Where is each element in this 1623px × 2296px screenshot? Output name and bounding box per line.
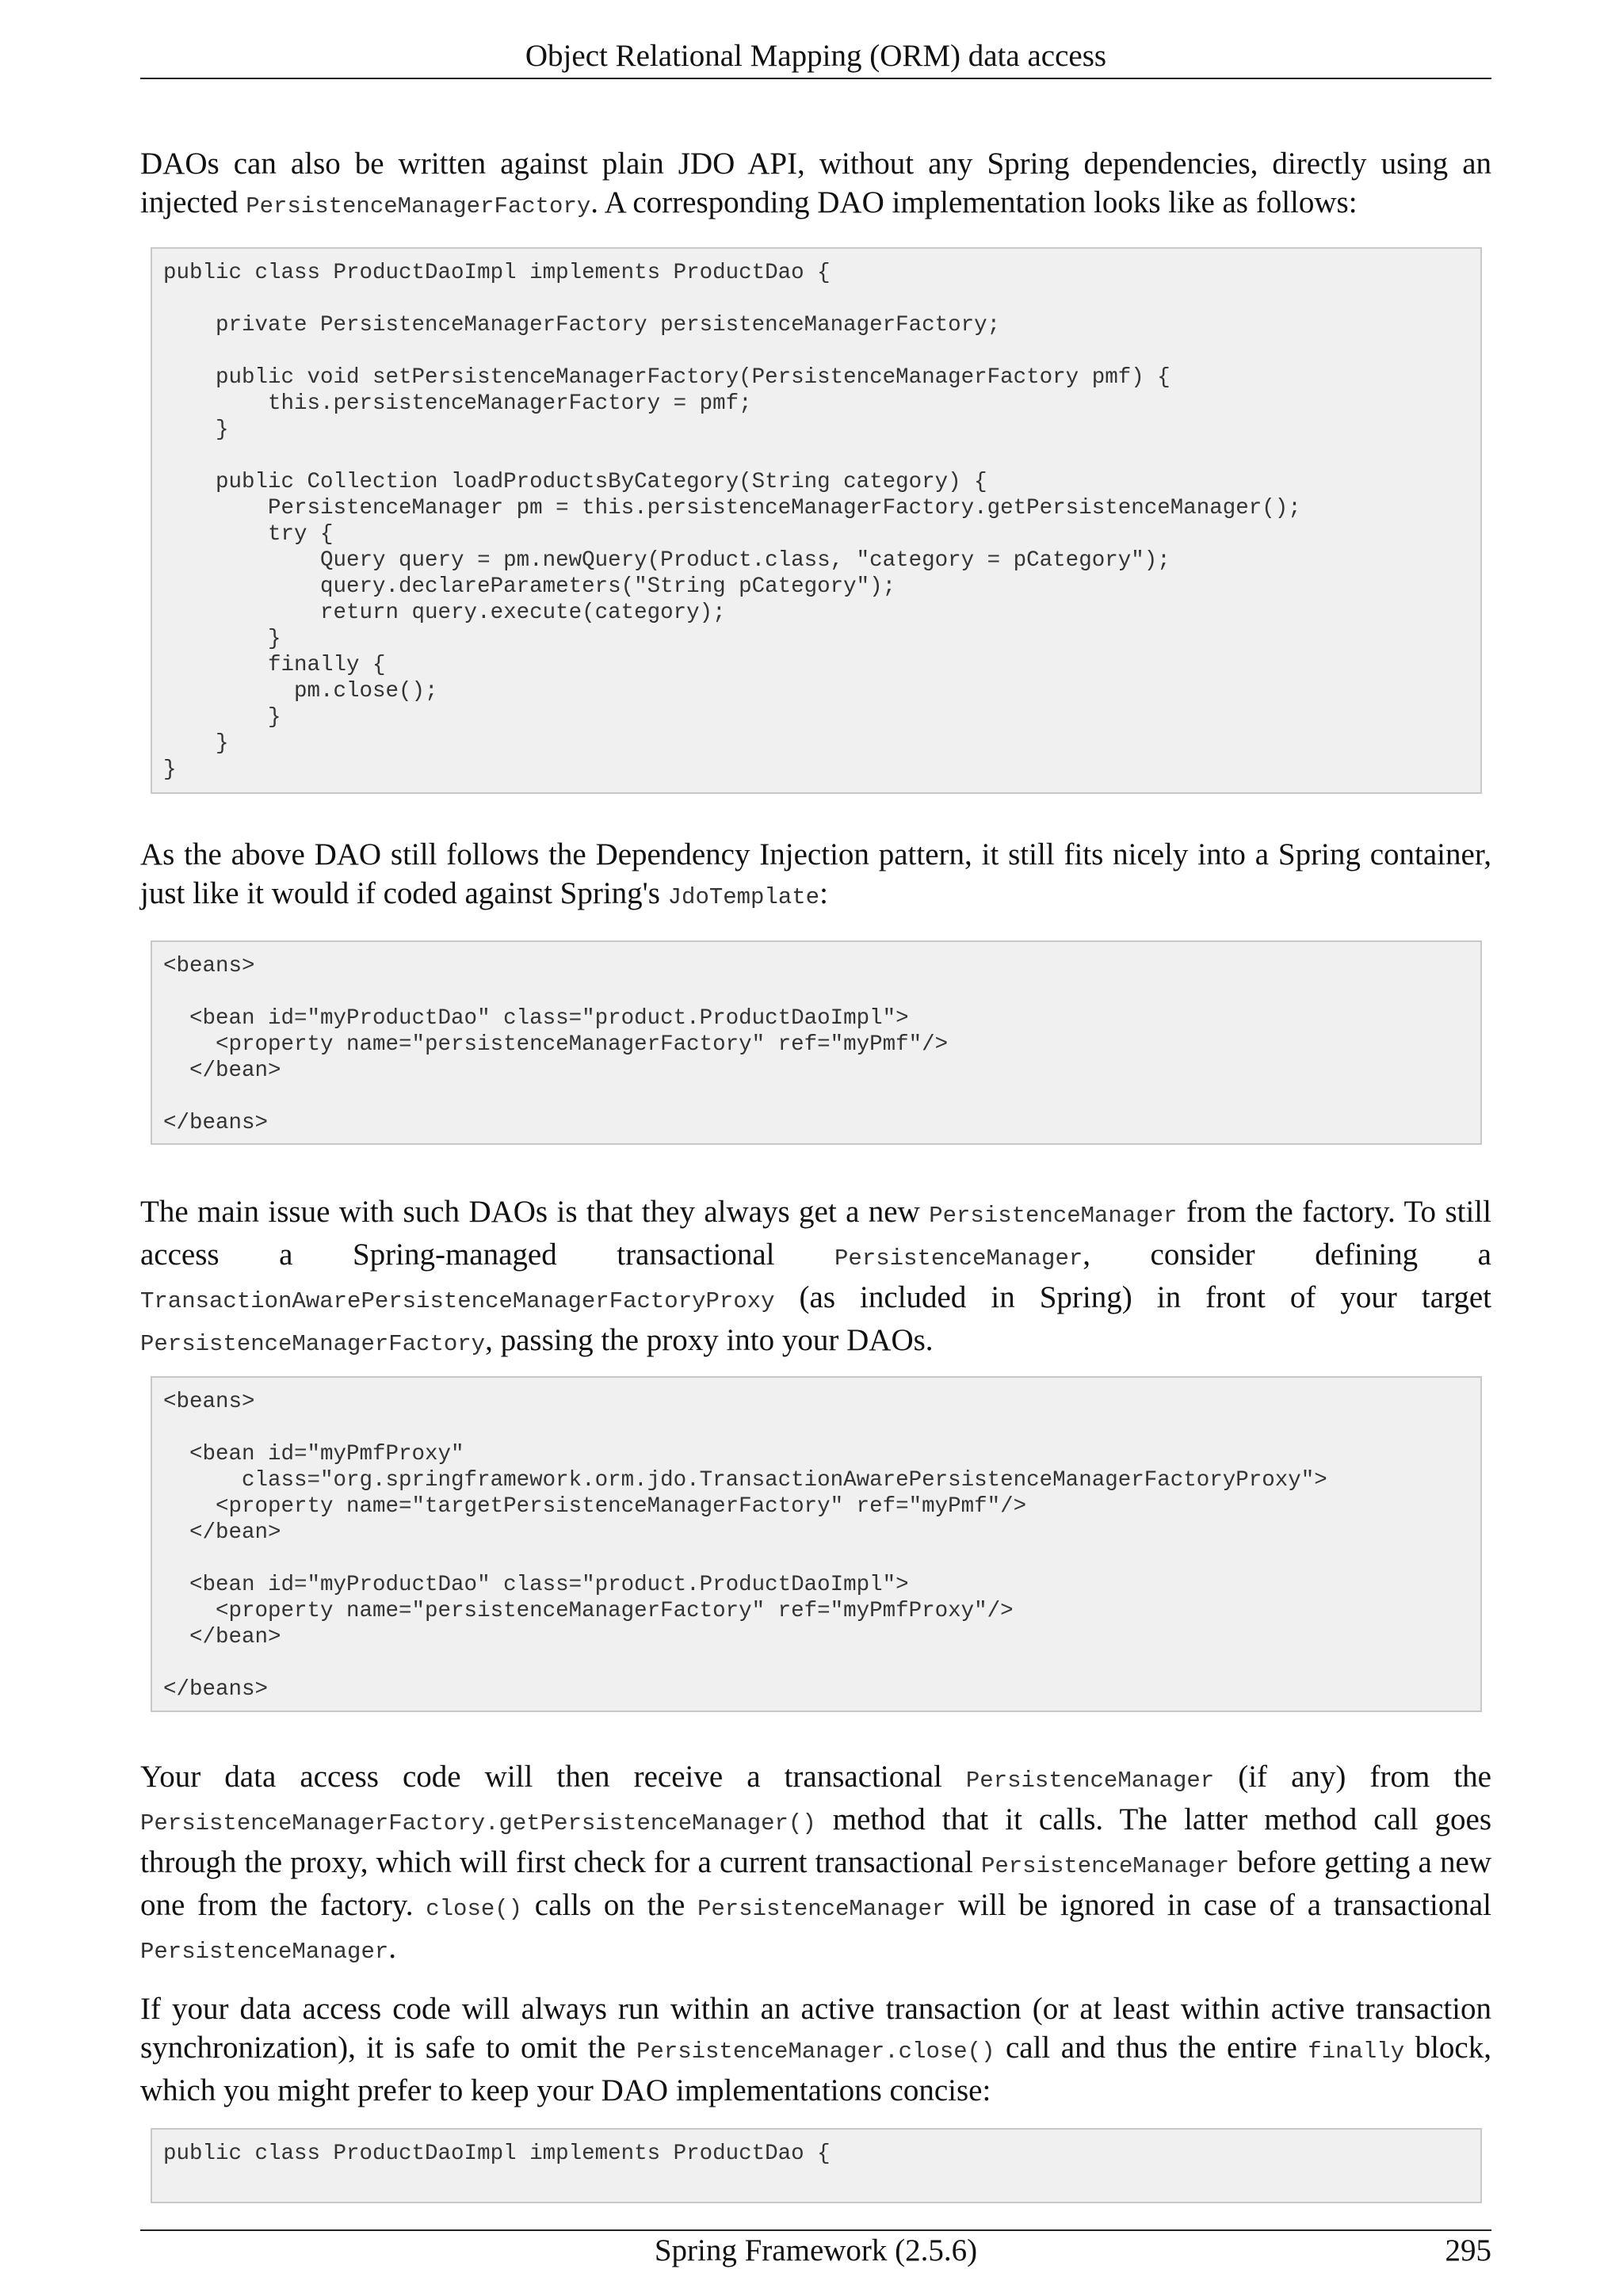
paragraph-transactional-pm: Your data access code will then receive a transactional PersistenceManager (if any) from the PersistenceManagerFactory.getPersistenceManager() method that it calls. The latter method call goes through the proxy, which will first check for a current transactional PersistenceManager before getting a new one from the factory. close() calls on the PersistenceManager will be ignored in case of a transactional PersistenceManager. — [140, 1760, 1491, 1965]
inline-code: PersistenceManagerFactory — [246, 193, 591, 219]
inline-code: PersistenceManager — [834, 1245, 1083, 1272]
code-block-dao-impl — [151, 247, 1482, 794]
running-footer — [140, 2229, 1491, 2271]
code-block-proxy-config — [151, 1376, 1482, 1712]
inline-code: close() — [426, 1896, 523, 1922]
inline-code: PersistenceManager — [965, 1768, 1215, 1794]
inline-code: JdoTemplate — [667, 884, 820, 910]
inline-code: TransactionAwarePersistenceManagerFactoryProxy — [140, 1288, 775, 1314]
inline-code: PersistenceManagerFactory.getPersistenceManager() — [140, 1810, 816, 1836]
inline-code: PersistenceManager — [929, 1203, 1178, 1229]
paragraph-dependency-injection: As the above DAO still follows the Dependency Injection pattern, it still fits nicely into a Spring container, just like it would if coded against Spring's JdoTemplate: — [140, 837, 1491, 910]
code-listing: public class ProductDaoImpl implements ProductDao { — [163, 2142, 831, 2166]
code-listing: <beans> <bean id="myProductDao" class="product.ProductDaoImpl"> <property name="persistenceManagerFactory" ref="myPmf"/> </bean> </beans> — [163, 954, 949, 1135]
inline-code: finally — [1308, 2039, 1405, 2065]
paragraph-proxy: The main issue with such DAOs is that they always get a new PersistenceManager from the factory. To still access a Spring-managed transactional PersistenceManager, consider defining a TransactionAwarePersistenceManagerFactoryProxy (as included in Spring) in front of your target PersistenceManagerFactory, passing the proxy into your DAOs. — [140, 1195, 1491, 1357]
paragraph-omit-close: If your data access code will always run within an active transaction (or at least within active transaction synchronization), it is safe to omit the PersistenceManager.close() call and thus the entire finally block, which you might prefer to keep your DAO implementations concise: — [140, 1992, 1491, 2107]
footer-title: Spring Framework (2.5.6) — [654, 2233, 978, 2267]
page-number: 295 — [1445, 2233, 1491, 2267]
inline-code: PersistenceManager — [980, 1853, 1230, 1879]
header-title: Object Relational Mapping (ORM) data access — [525, 39, 1107, 73]
code-block-concise-dao — [151, 2128, 1482, 2203]
code-block-beans-config — [151, 940, 1482, 1145]
inline-code: PersistenceManager.close() — [636, 2039, 995, 2065]
inline-code: PersistenceManager — [140, 1939, 389, 1965]
inline-code: PersistenceManagerFactory — [140, 1331, 486, 1357]
code-listing: <beans> <bean id="myPmfProxy" class="org.springframework.orm.jdo.TransactionAwarePersistenceManagerFactoryProxy"> <property name="targetPersistenceManagerFactory" ref="myPmf"/> </bean> <bean id="myProductDao" class="product.ProductDaoImpl"> <property name="persistenceManagerFactory" ref="myPmfProxy"/> </bean> </beans> — [163, 1390, 1327, 1702]
code-listing: public class ProductDaoImpl implements ProductDao { private PersistenceManagerFactory persistenceManagerFactory; public void setPersistenceManagerFactory(PersistenceManagerFactory pmf) { this.persistenceManagerFactory = pmf; } public Collection loadProductsByCategory(String category) { PersistenceManager pm = this.persistenceManagerFactory.getPersistenceManager(); try { Query query = pm.newQuery(Product.class, "category = pCategory"); query.declareParameters("String pCategory"); return query.execute(category); } finally { pm.close(); } } } — [163, 261, 1301, 782]
running-header — [140, 35, 1491, 79]
paragraph-intro: DAOs can also be written against plain JDO API, without any Spring dependencies, directly using an injected PersistenceManagerFactory. A corresponding DAO implementation looks like as follows: — [140, 147, 1491, 219]
inline-code: PersistenceManager — [697, 1896, 946, 1922]
